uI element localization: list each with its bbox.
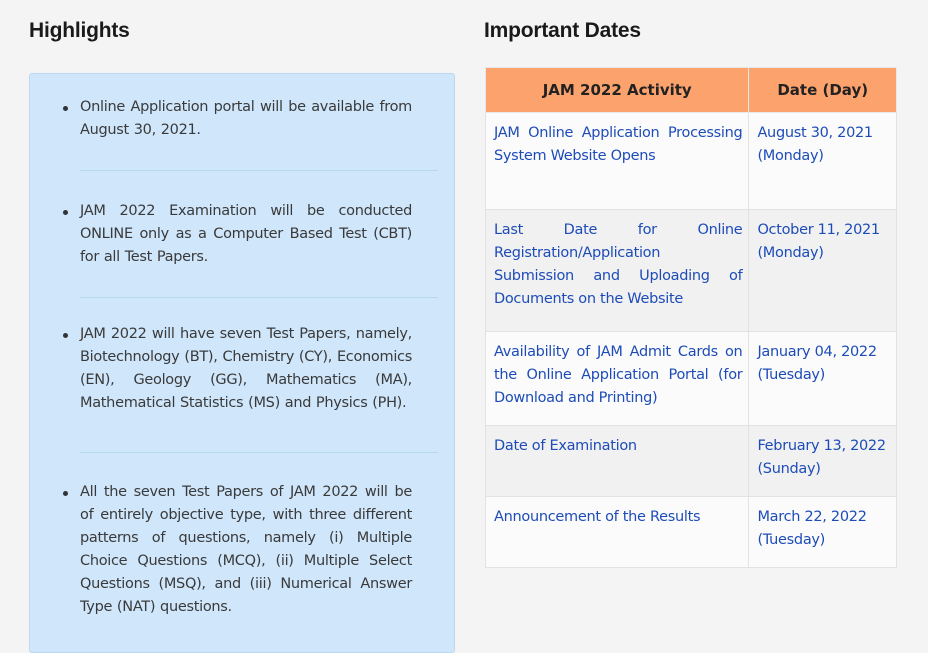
column-header-date: Date (Day) xyxy=(749,68,897,113)
date-cell: October 11, 2021 (Monday) xyxy=(749,210,897,332)
activity-cell: Date of Examination xyxy=(486,426,749,497)
activity-cell: Announcement of the Results xyxy=(486,497,749,568)
highlights-heading: Highlights xyxy=(29,19,130,42)
date-cell: January 04, 2022 (Tuesday) xyxy=(749,332,897,426)
important-dates-heading: Important Dates xyxy=(484,19,641,42)
date-cell: February 13, 2022 (Sunday) xyxy=(749,426,897,497)
highlight-item xyxy=(50,200,412,269)
column-header-activity: JAM 2022 Activity xyxy=(486,68,749,113)
table-row xyxy=(486,210,897,332)
table-row xyxy=(486,113,897,210)
highlight-text: Online Application portal will be available from August 30, 2021. xyxy=(80,99,412,138)
date-cell: August 30, 2021 (Monday) xyxy=(749,113,897,210)
important-dates-table xyxy=(485,67,897,568)
table-row xyxy=(486,497,897,568)
activity-cell: JAM Online Application Processing System Website Opens xyxy=(486,113,749,210)
highlight-item xyxy=(50,481,412,619)
highlight-text: JAM 2022 will have seven Test Papers, namely, Biotechnology (BT), Chemistry (CY), Economics (EN), Geology (GG), Mathematics (MA), Mathematical Statistics (MS) and Physics (PH). xyxy=(80,326,412,411)
activity-cell: Last Date for Online Registration/Application Submission and Uploading of Documents on the Website xyxy=(486,210,749,332)
highlight-item xyxy=(50,323,412,415)
activity-cell: Availability of JAM Admit Cards on the Online Application Portal (for Download and Printing) xyxy=(486,332,749,426)
table-row xyxy=(486,332,897,426)
table-header-row xyxy=(486,68,897,113)
date-cell: March 22, 2022 (Tuesday) xyxy=(749,497,897,568)
highlight-text: JAM 2022 Examination will be conducted ONLINE only as a Computer Based Test (CBT) for all Test Papers. xyxy=(80,203,412,265)
bullet-icon xyxy=(50,323,80,415)
bullet-icon xyxy=(50,96,80,142)
table-row xyxy=(486,426,897,497)
highlight-divider xyxy=(80,297,438,298)
highlight-divider xyxy=(80,170,438,171)
bullet-icon xyxy=(50,200,80,269)
bullet-icon xyxy=(50,481,80,619)
highlight-divider xyxy=(80,452,438,453)
highlight-text: All the seven Test Papers of JAM 2022 will be of entirely objective type, with three different patterns of questions, namely (i) Multiple Choice Questions (MCQ), (ii) Multiple Select Questions (MSQ), and (iii) Numerical Answer Type (NAT) questions. xyxy=(80,484,412,615)
highlight-item xyxy=(50,96,412,142)
